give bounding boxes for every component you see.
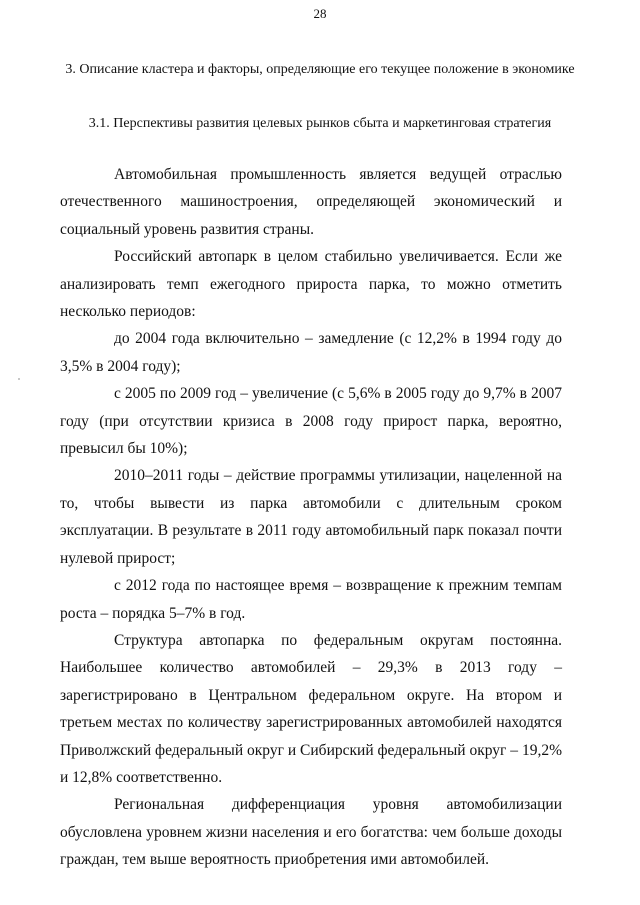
body-text xyxy=(60,161,562,874)
paragraph: Региональная дифференциация уровня автомобилизации обусловлена уровнем жизни населения и его богатства: чем больше доходы граждан, тем выше вероятность приобретения ими автомобилей. xyxy=(60,796,562,869)
paragraph: Структура автопарка по федеральным округам постоянна. Наибольшее количество автомобилей – 29,3% в 2013 году – зарегистрировано в Центральном федеральном округе. На втором и третьем местах по количеству зарегистрированных автомобилей находятся Приволжский федеральный округ и Сибирский федеральный округ – 19,2% и 12,8% соответственно. xyxy=(60,631,562,786)
paragraph: до 2004 года включительно – замедление (с 12,2% в 1994 году до 3,5% в 2004 году); xyxy=(60,330,562,375)
subsection-heading: 3.1. Перспективы развития целевых рынков сбыта и маркетинговая стратегия xyxy=(88,116,552,131)
section-heading: 3. Описание кластера и факторы, определяющие его текущее положение в экономике xyxy=(65,62,575,77)
paragraph: Российский автопарк в целом стабильно увеличивается. Если же анализировать темп ежегодного прироста парка, то можно отметить несколько периодов: xyxy=(60,248,562,321)
paragraph: Автомобильная промышленность является ведущей отраслью отечественного машиностроения, определяющей экономический и социальный уровень развития страны. xyxy=(60,166,562,238)
paragraph: с 2005 по 2009 год – увеличение (с 5,6% в 2005 году до 9,7% в 2007 году (при отсутствии кризиса в 2008 году прирост парка, вероятно, превысил бы 10%); xyxy=(60,385,562,458)
scan-speck xyxy=(18,378,20,380)
page-number: 28 xyxy=(313,6,327,21)
paragraph: с 2012 года по настоящее время – возвращение к прежним темпам роста – порядка 5–7% в год. xyxy=(60,577,562,622)
paragraph: 2010–2011 годы – действие программы утилизации, нацеленной на то, чтобы вывести из парка автомобили с длительным сроком эксплуатации. В результате в 2011 году автомобильный парк показал почти нулевой прирост; xyxy=(60,467,562,567)
